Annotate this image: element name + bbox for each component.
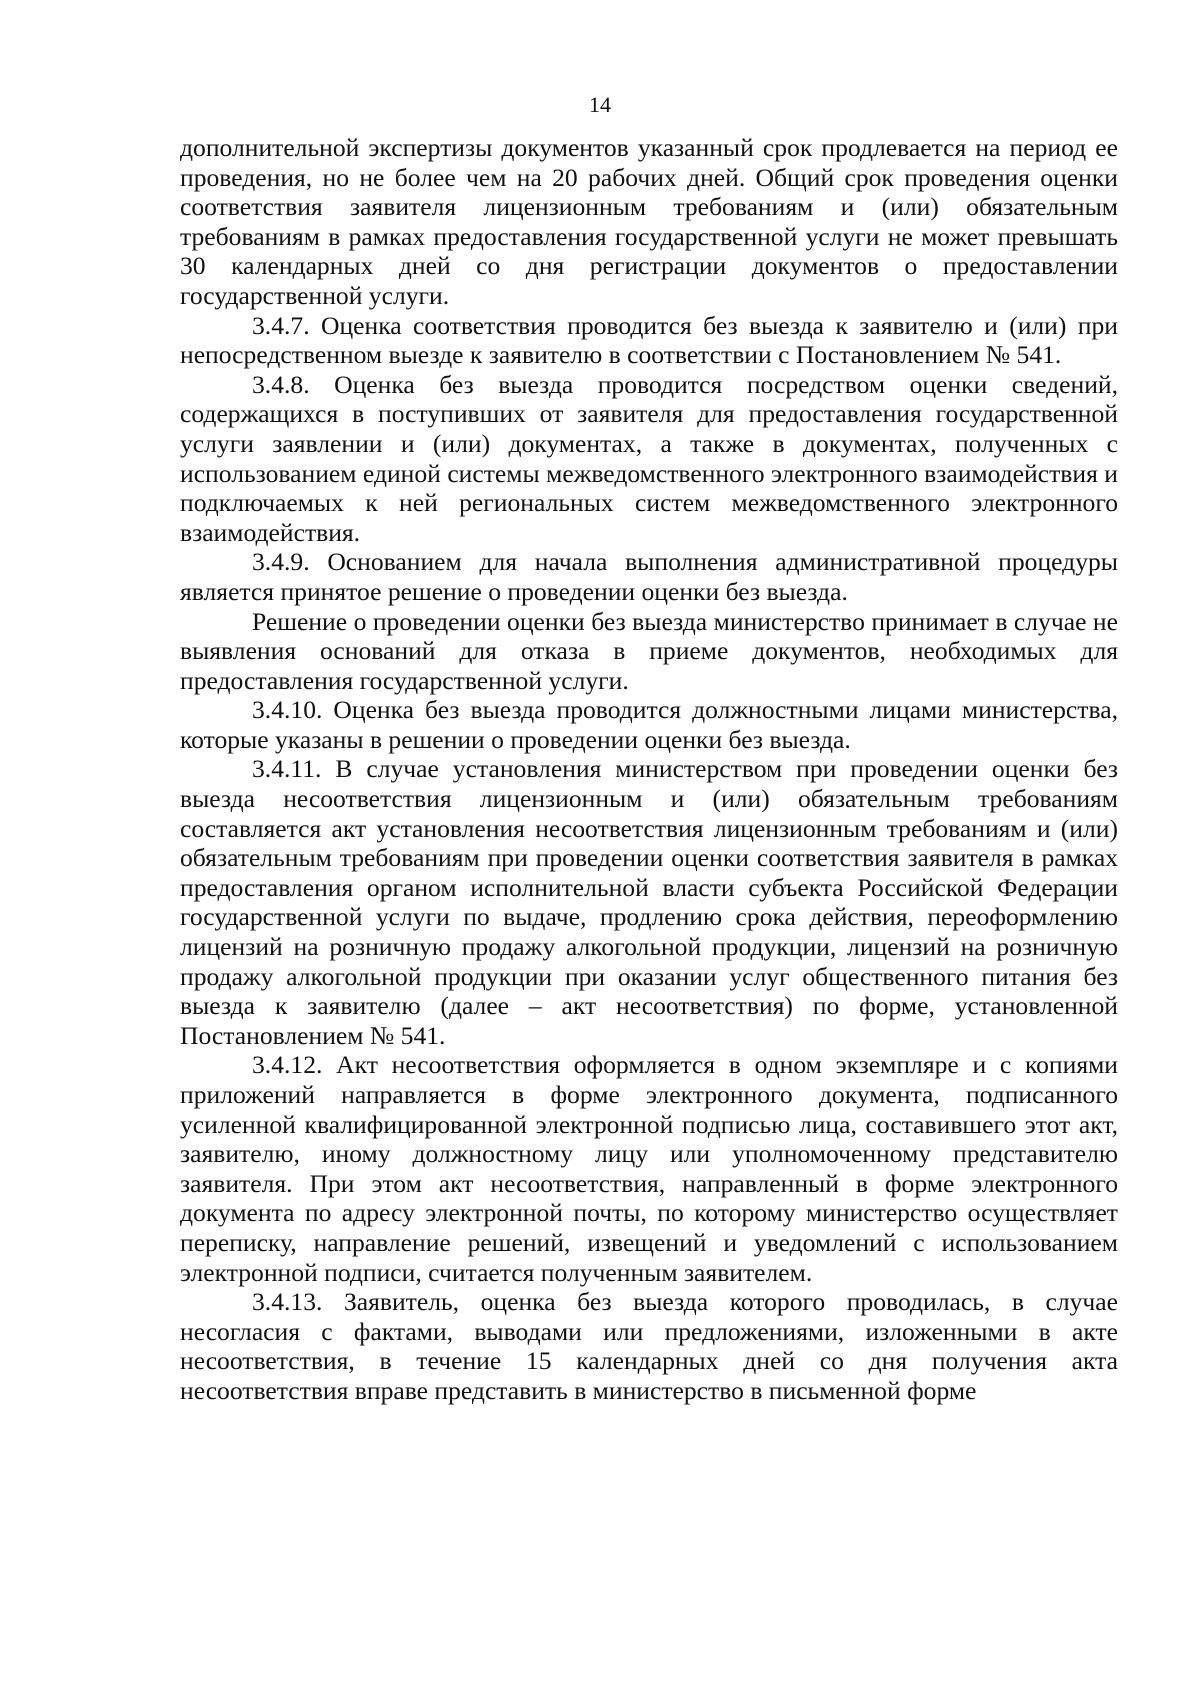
paragraph-continuation: дополнительной экспертизы документов указанный срок продлевается на период ее проведения, но не более чем на 20 рабочих дней. Общий срок проведения оценки соответствия заявителя лицензионным требованиям и (или) обязательным требованиям в рамках предоставления государственной услуги не может превышать 30 календарных дней со дня регистрации документов о предоставлении государственной услуги. — [180, 133, 1118, 310]
paragraph-3-4-11: 3.4.11. В случае установления министерством при проведении оценки без выезда несоответствия лицензионным и (или) обязательным требованиям составляется акт установления несоответствия лицензионным требованиям и (или) обязательным требованиям при проведении оценки соответствия заявителя в рамках предоставления органом исполнительной власти субъекта Российской Федерации государственной услуги по выдаче, продлению срока действия, переоформлению лицензий на розничную продажу алкогольной продукции, лицензий на розничную продажу алкогольной продукции при оказании услуг общественного питания без выезда к заявителю (далее – акт несоответствия) по форме, установленной Постановлением № 541. — [180, 754, 1118, 1050]
paragraph-3-4-7: 3.4.7. Оценка соответствия проводится без выезда к заявителю и (или) при непосредственном выезде к заявителю в соответствии с Постановлением № 541. — [180, 310, 1118, 370]
paragraph-3-4-9: 3.4.9. Основанием для начала выполнения административной процедуры является принятое решение о проведении оценки без выезда. — [180, 547, 1118, 606]
document-body — [180, 133, 1118, 1406]
paragraph-3-4-13: 3.4.13. Заявитель, оценка без выезда которого проводилась, в случае несогласия с фактами, выводами или предложениями, изложенными в акте несоответствия, в течение 15 календарных дней со дня получения акта несоответствия вправе представить в министерство в письменной форме — [180, 1287, 1118, 1405]
paragraph-decision: Решение о проведении оценки без выезда министерство принимает в случае не выявления оснований для отказа в приеме документов, необходимых для предоставления государственной услуги. — [180, 606, 1118, 695]
page-number: 14 — [589, 92, 611, 117]
paragraph-3-4-10: 3.4.10. Оценка без выезда проводится должностными лицами министерства, которые указаны в решении о проведении оценки без выезда. — [180, 695, 1118, 754]
paragraph-3-4-8: 3.4.8. Оценка без выезда проводится посредством оценки сведений, содержащихся в поступивших от заявителя для предоставления государственной услуги заявлении и (или) документах, а также в документах, полученных с использованием единой системы межведомственного электронного взаимодействия и подключаемых к ней региональных систем межведомственного электронного взаимодействия. — [180, 369, 1118, 547]
paragraph-3-4-12: 3.4.12. Акт несоответствия оформляется в одном экземпляре и с копиями приложений направляется в форме электронного документа, подписанного усиленной квалифицированной электронной подписью лица, составившего этот акт, заявителю, иному должностному лицу или уполномоченному представителю заявителя. При этом акт несоответствия, направленный в форме электронного документа по адресу электронной почты, по которому министерство осуществляет переписку, направление решений, извещений и уведомлений с использованием электронной подписи, считается полученным заявителем. — [180, 1050, 1118, 1287]
